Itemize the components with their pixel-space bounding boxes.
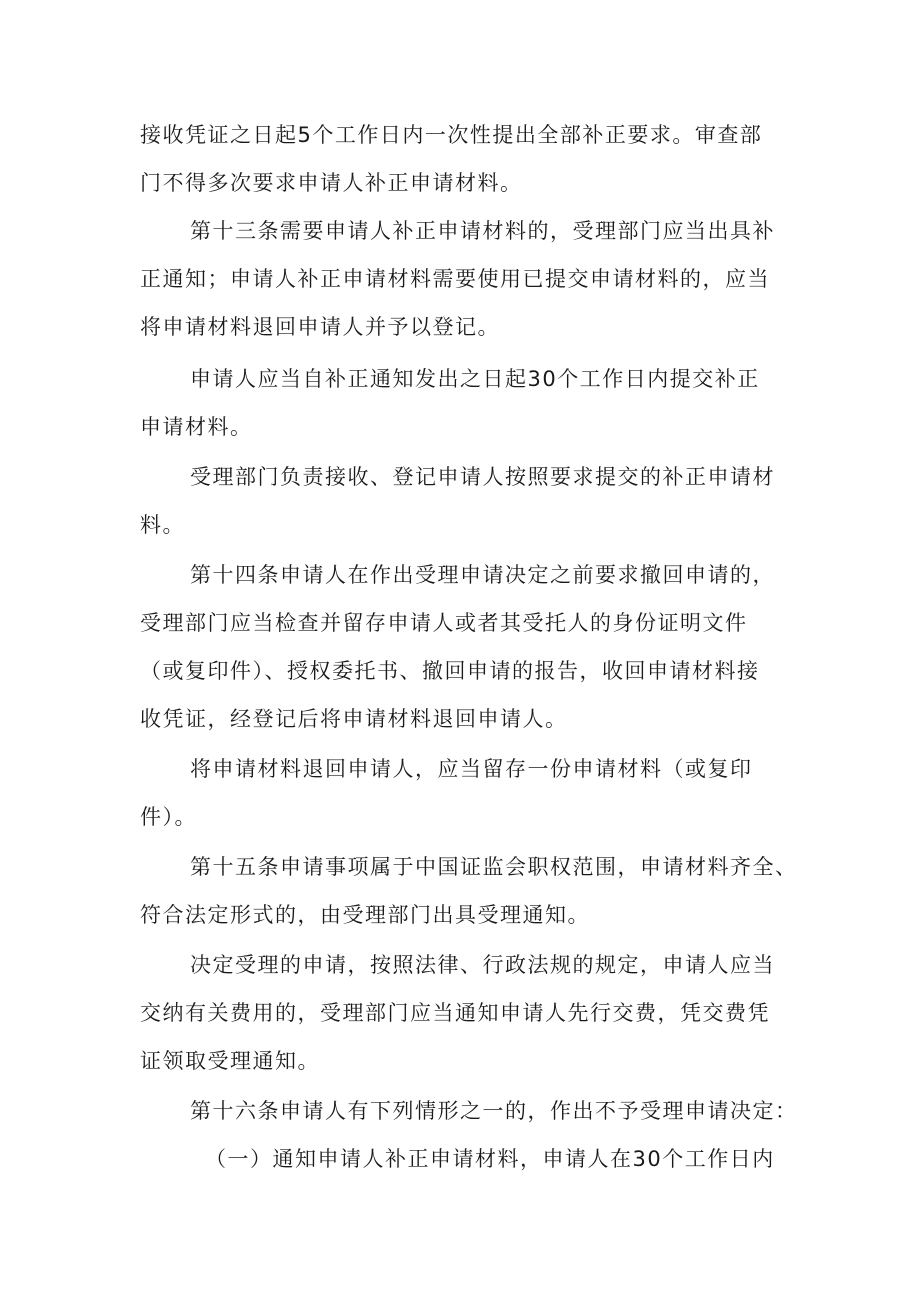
text-line: 受理部门应当检查并留存申请人或者其受托人的身份证明文件 <box>140 611 748 635</box>
text-line: （或复印件）、授权委托书、撤回申请的报告，收回申请材料接 <box>140 659 760 683</box>
text-line: （一）通知申请人补正申请材料，申请人在30个工作日内 <box>205 1147 775 1171</box>
text-line: 将申请材料退回申请人并予以登记。 <box>140 315 500 339</box>
text-line: 第十六条申请人有下列情形之一的，作出不予受理申请决定： <box>190 1099 798 1123</box>
text-line: 第十五条申请事项属于中国证监会职权范围，申请材料齐全、 <box>190 855 798 879</box>
text-line: 门不得多次要求申请人补正申请材料。 <box>140 171 523 195</box>
text-line: 件）。 <box>140 805 197 829</box>
text-line: 第十三条需要申请人补正申请材料的，受理部门应当出具补 <box>190 219 775 243</box>
text-line: 决定受理的申请，按照法律、行政法规的规定，申请人应当 <box>190 953 775 977</box>
text-line: 收凭证，经登记后将申请材料退回申请人。 <box>140 707 568 731</box>
text-line: 第十四条申请人在作出受理申请决定之前要求撤回申请的， <box>190 563 775 587</box>
text-line: 证领取受理通知。 <box>140 1049 320 1073</box>
text-line: 正通知；申请人补正申请材料需要使用已提交申请材料的，应当 <box>140 267 770 291</box>
text-line: 料。 <box>140 513 185 537</box>
text-line: 申请材料。 <box>140 415 253 439</box>
text-line: 将申请材料退回申请人，应当留存一份申请材料（或复印 <box>190 757 753 781</box>
text-line: 接收凭证之日起5个工作日内一次性提出全部补正要求。审查部 <box>140 123 763 147</box>
text-line: 受理部门负责接收、登记申请人按照要求提交的补正申请材 <box>190 465 775 489</box>
text-line: 符合法定形式的，由受理部门出具受理通知。 <box>140 903 590 927</box>
text-line: 申请人应当自补正通知发出之日起30个工作日内提交补正 <box>190 367 760 391</box>
text-line: 交纳有关费用的，受理部门应当通知申请人先行交费，凭交费凭 <box>140 1001 770 1025</box>
